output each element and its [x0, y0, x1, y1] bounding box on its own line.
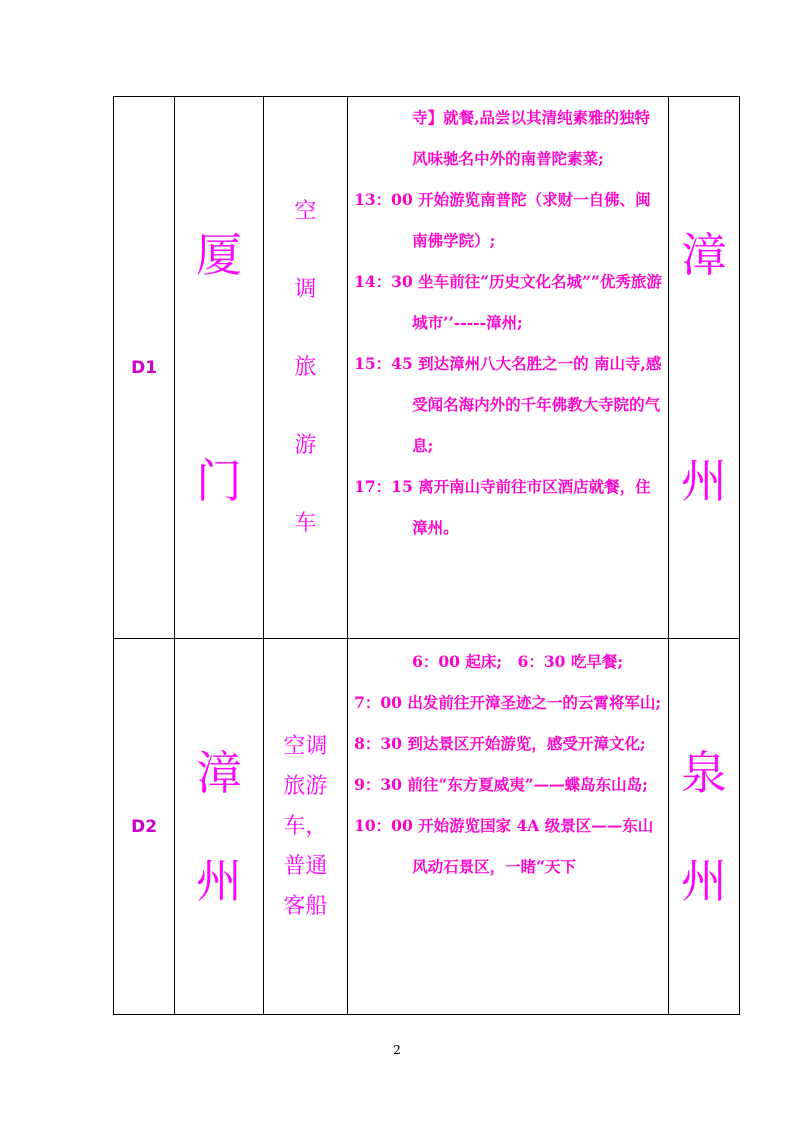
transport-cell — [263, 639, 347, 1015]
schedule-entry: 17：15 离开南山寺前往市区酒店就餐，住漳州。 — [354, 477, 651, 537]
destination-city-char: 泉 — [680, 745, 727, 800]
day-label: D1 — [131, 357, 158, 378]
schedule-entry: 15：45 到达漳州八大名胜之一的 南山寺,感受闻名海内外的千年佛教大寺院的气息; — [354, 354, 662, 455]
transport-char: 旅 — [294, 354, 317, 380]
departure-city-cell — [175, 97, 263, 639]
transport-char: 调 — [294, 276, 317, 302]
day-cell — [114, 97, 175, 639]
table-row-d2 — [114, 639, 740, 1015]
destination-city-cell — [668, 639, 739, 1015]
schedule-entry: 6：00 起床; 6：30 吃早餐; — [412, 652, 624, 671]
destination-city-char: 州 — [680, 853, 727, 908]
transport-text: 空调旅游车，普通客船 — [283, 733, 328, 919]
transport-char: 车 — [294, 510, 317, 536]
schedule-entry: 14：30 坐车前往“历史文化名城””优秀旅游城市’’-----漳州; — [354, 272, 662, 332]
schedule-entry: 7：00 出发前往开漳圣迹之一的云霄将军山; — [354, 693, 662, 712]
departure-city-char: 漳 — [195, 745, 242, 800]
itinerary-table — [113, 96, 740, 1015]
transport-cell — [263, 97, 347, 639]
departure-city-char: 厦 — [195, 227, 242, 282]
day-label: D2 — [131, 816, 158, 837]
page-number: 2 — [393, 1043, 401, 1057]
schedule-entry: 13：00 开始游览南普陀（求财一自佛、闽南佛学院）; — [354, 190, 651, 250]
schedule-cell — [348, 97, 669, 639]
departure-city-char: 门 — [195, 453, 242, 508]
departure-city-char: 州 — [195, 853, 242, 908]
transport-char: 空 — [294, 198, 317, 224]
day-cell — [114, 639, 175, 1015]
destination-city-cell — [668, 97, 739, 639]
schedule-entry: 9：30 前往“东方夏威夷”——蝶岛东山岛; — [354, 775, 648, 794]
destination-city-char: 州 — [680, 453, 727, 508]
destination-city-char: 漳 — [680, 227, 727, 282]
table-row-d1 — [114, 97, 740, 639]
schedule-entry: 10：00 开始游览国家 4A 级景区——东山风动石景区，一睹“天下 — [354, 816, 654, 876]
transport-char: 游 — [294, 432, 317, 458]
schedule-cell — [348, 639, 669, 1015]
schedule-entry: 8：30 到达景区开始游览，感受开漳文化; — [354, 734, 646, 753]
departure-city-cell — [175, 639, 263, 1015]
schedule-entry: 寺】就餐,品尝以其清纯素雅的独特风味驰名中外的南普陀素菜; — [412, 108, 650, 168]
